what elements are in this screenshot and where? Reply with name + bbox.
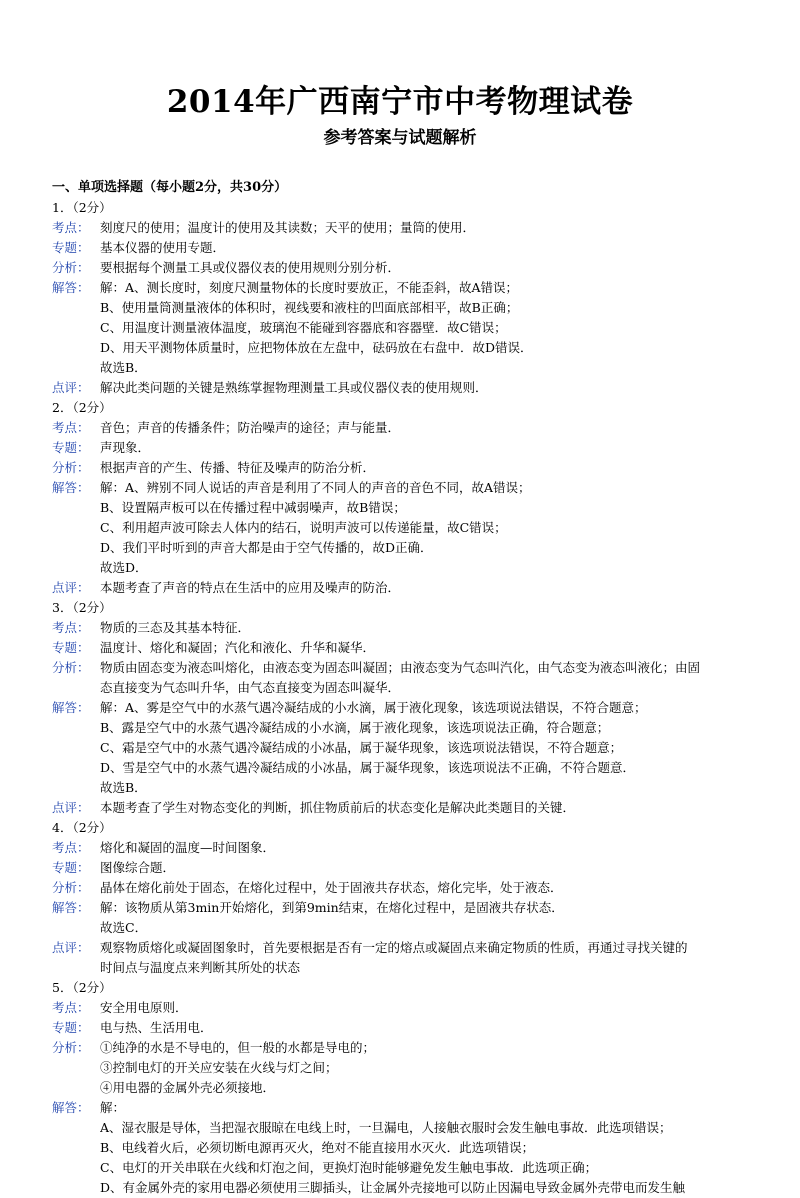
text-zhuanti: [100, 438, 762, 458]
answer-row-kaodian: [52, 218, 762, 238]
text-zhuanti: [100, 1018, 762, 1038]
label-kaodian: 考点：: [52, 1000, 90, 1015]
label-dianping: 点评：: [52, 580, 90, 595]
text-line: D、雪是空气中的水蒸气遇冷凝结成的小冰晶，属于凝华现象，该选项说法不正确，不符合题意．: [100, 760, 636, 775]
text-line: D、用天平测物体质量时，应把物体放在左盘中，砝码放在右盘中．故D错误．: [100, 340, 533, 355]
text-line: 解：A、雾是空气中的水蒸气遇冷凝结成的小水滴，属于液化现象，该选项说法错误，不符合题意；: [100, 700, 647, 715]
text-line: 音色；声音的传播条件；防治噪声的途径；声与能量．: [100, 420, 401, 435]
label-fenxi: 分析：: [52, 1040, 90, 1055]
answer-row-kaodian: [52, 998, 762, 1018]
text-line: ③控制电灯的开关应安装在火线与灯之间；: [100, 1060, 338, 1075]
text-dianping: [100, 798, 762, 818]
label-dianping: 点评：: [52, 800, 90, 815]
text-jieda: [100, 1098, 762, 1198]
answer-row-kaodian: [52, 838, 762, 858]
text-kaodian: [100, 838, 762, 858]
label-kaodian: 考点：: [52, 220, 90, 235]
answer-row-zhuanti: [52, 238, 762, 258]
answer-row-zhuanti: [52, 858, 762, 878]
answer-row-jieda: [52, 898, 762, 938]
question-number: 1．（2分）: [52, 200, 112, 215]
text-line: 物质的三态及其基本特征．: [100, 620, 251, 635]
answer-row-fenxi: [52, 258, 762, 278]
text-fenxi: [100, 1038, 762, 1098]
label-jieda: 解答：: [52, 900, 90, 915]
answer-row-kaodian: [52, 618, 762, 638]
text-line: B、使用量筒测量液体的体积时，视线要和液柱的凹面底部相平，故B正确；: [100, 300, 519, 315]
answer-row-fenxi: [52, 878, 762, 898]
text-line: 解：A、辨别不同人说话的声音是利用了不同人的声音的音色不同，故A错误；: [100, 480, 531, 495]
text-kaodian: [100, 998, 762, 1018]
text-line: 晶体在熔化前处于固态，在熔化过程中，处于固液共存状态，熔化完毕，处于液态．: [100, 880, 563, 895]
text-line: D、有金属外壳的家用电器必须使用三脚插头，让金属外壳接地可以防止因漏电导致金属外壳带电而发生触: [100, 1180, 686, 1195]
question-number: 5．（2分）: [52, 980, 112, 995]
label-dianping: 点评：: [52, 940, 90, 955]
label-kaodian: 考点：: [52, 420, 90, 435]
text-line: 故选B．: [100, 360, 147, 375]
text-line: 解：A、测长度时，刻度尺测量物体的长度时要放正，不能歪斜，故A错误；: [100, 280, 519, 295]
answer-row-jieda: [52, 1098, 762, 1198]
label-zhuanti: 专题：: [52, 860, 90, 875]
label-zhuanti: 专题：: [52, 640, 90, 655]
question-block: [52, 598, 762, 818]
label-zhuanti: 专题：: [52, 440, 90, 455]
answer-row-jieda: [52, 278, 762, 378]
text-line: 观察物质熔化或凝固图象时，首先要根据是否有一定的熔点或凝固点来确定物质的性质，再通过寻找关键的: [100, 940, 688, 955]
text-line: B、设置隔声板可以在传播过程中减弱噪声，故B错误；: [100, 500, 406, 515]
question-block: [52, 978, 762, 1198]
text-line: 解：该物质从第3min开始熔化，到第9min结束，在熔化过程中，是固液共存状态．: [100, 900, 564, 915]
label-jieda: 解答：: [52, 700, 90, 715]
label-kaodian: 考点：: [52, 620, 90, 635]
answer-row-zhuanti: [52, 438, 762, 458]
page-subtitle: 参考答案与试题解析: [323, 128, 477, 148]
text-jieda: [100, 278, 762, 378]
text-zhuanti: [100, 638, 762, 658]
text-fenxi: [100, 658, 762, 698]
page-title: 2014年广西南宁市中考物理试卷: [166, 84, 634, 120]
label-fenxi: 分析：: [52, 660, 90, 675]
answer-row-zhuanti: [52, 1018, 762, 1038]
text-jieda: [100, 898, 762, 938]
text-line: 故选B．: [100, 780, 147, 795]
text-fenxi: [100, 878, 762, 898]
text-zhuanti: [100, 858, 762, 878]
text-line: 电与热、生活用电．: [100, 1020, 213, 1035]
answer-row-fenxi: [52, 658, 762, 698]
text-line: 本题考查了声音的特点在生活中的应用及噪声的防治．: [100, 580, 401, 595]
answer-row-jieda: [52, 478, 762, 578]
question-block: [52, 198, 762, 398]
text-line: 声现象．: [100, 440, 151, 455]
answer-row-kaodian: [52, 418, 762, 438]
text-line: 图像综合题．: [100, 860, 176, 875]
text-line: 安全用电原则．: [100, 1000, 188, 1015]
label-jieda: 解答：: [52, 1100, 90, 1115]
text-kaodian: [100, 218, 762, 238]
answer-row-jieda: [52, 698, 762, 798]
answer-row-fenxi: [52, 1038, 762, 1098]
question-number: 3．（2分）: [52, 600, 112, 615]
text-line: C、利用超声波可除去人体内的结石，说明声波可以传递能量，故C错误；: [100, 520, 507, 535]
text-line: 解：: [100, 1100, 126, 1115]
text-line: 故选C．: [100, 920, 148, 935]
label-zhuanti: 专题：: [52, 1020, 90, 1035]
answer-row-dianping: [52, 938, 762, 978]
answer-row-fenxi: [52, 458, 762, 478]
question-block: [52, 818, 762, 978]
label-kaodian: 考点：: [52, 840, 90, 855]
text-line: 要根据每个测量工具或仪器仪表的使用规则分别分析．: [100, 260, 401, 275]
text-line: 本题考查了学生对物态变化的判断，抓住物质前后的状态变化是解决此类题目的关键．: [100, 800, 576, 815]
text-line: D、我们平时听到的声音大都是由于空气传播的，故D正确．: [100, 540, 433, 555]
text-line: 物质由固态变为液态叫熔化，由液态变为固态叫凝固；由液态变为气态叫汽化，由气态变为液态叫液化；由固: [100, 660, 701, 675]
text-line: 基本仪器的使用专题．: [100, 240, 226, 255]
answer-row-dianping: [52, 578, 762, 598]
answer-row-zhuanti: [52, 638, 762, 658]
text-line: C、用温度计测量液体温度，玻璃泡不能碰到容器底和容器壁．故C错误；: [100, 320, 507, 335]
label-dianping: 点评：: [52, 380, 90, 395]
question-block: [52, 398, 762, 598]
text-kaodian: [100, 618, 762, 638]
text-line: B、露是空气中的水蒸气遇冷凝结成的小水滴，属于液化现象，该选项说法正确，符合题意；: [100, 720, 610, 735]
label-fenxi: 分析：: [52, 460, 90, 475]
text-line: ①纯净的水是不导电的，但一般的水都是导电的；: [100, 1040, 376, 1055]
text-line: C、霜是空气中的水蒸气遇冷凝结成的小冰晶，属于凝华现象，该选项说法错误，不符合题意；: [100, 740, 623, 755]
answer-row-dianping: [52, 798, 762, 818]
text-line: 温度计、熔化和凝固；汽化和液化、升华和凝华．: [100, 640, 376, 655]
text-line: 时间点与温度点来判断其所处的状态: [100, 960, 301, 975]
label-jieda: 解答：: [52, 480, 90, 495]
text-dianping: [100, 938, 762, 978]
label-fenxi: 分析：: [52, 260, 90, 275]
label-jieda: 解答：: [52, 280, 90, 295]
text-jieda: [100, 478, 762, 578]
answer-content: [52, 178, 762, 1198]
text-line: C、电灯的开关串联在火线和灯泡之间，更换灯泡时能够避免发生触电事故．此选项正确；: [100, 1160, 598, 1175]
text-jieda: [100, 698, 762, 798]
text-fenxi: [100, 258, 762, 278]
text-line: 故选D．: [100, 560, 148, 575]
text-zhuanti: [100, 238, 762, 258]
question-number: 2．（2分）: [52, 400, 112, 415]
text-line: 熔化和凝固的温度—时间图象．: [100, 840, 276, 855]
section-heading: 一、单项选择题（每小题2分，共30分）: [52, 180, 288, 195]
text-line: 态直接变为气态叫升华，由气态直接变为固态叫凝华．: [100, 680, 401, 695]
text-kaodian: [100, 418, 762, 438]
text-line: A、湿衣服是导体，当把湿衣服晾在电线上时，一旦漏电，人接触衣服时会发生触电事故．此选项错误；: [100, 1120, 672, 1135]
text-line: 根据声音的产生、传播、特征及噪声的防治分析．: [100, 460, 376, 475]
answer-row-dianping: [52, 378, 762, 398]
question-number: 4．（2分）: [52, 820, 112, 835]
text-line: 刻度尺的使用；温度计的使用及其读数；天平的使用；量筒的使用．: [100, 220, 476, 235]
label-fenxi: 分析：: [52, 880, 90, 895]
text-dianping: [100, 378, 762, 398]
text-line: ④用电器的金属外壳必须接地．: [100, 1080, 276, 1095]
text-fenxi: [100, 458, 762, 478]
text-line: B、电线着火后，必须切断电源再灭火，绝对不能直接用水灭火．此选项错误；: [100, 1140, 535, 1155]
text-line: 解决此类问题的关键是熟练掌握物理测量工具或仪器仪表的使用规则．: [100, 380, 488, 395]
label-zhuanti: 专题：: [52, 240, 90, 255]
text-dianping: [100, 578, 762, 598]
